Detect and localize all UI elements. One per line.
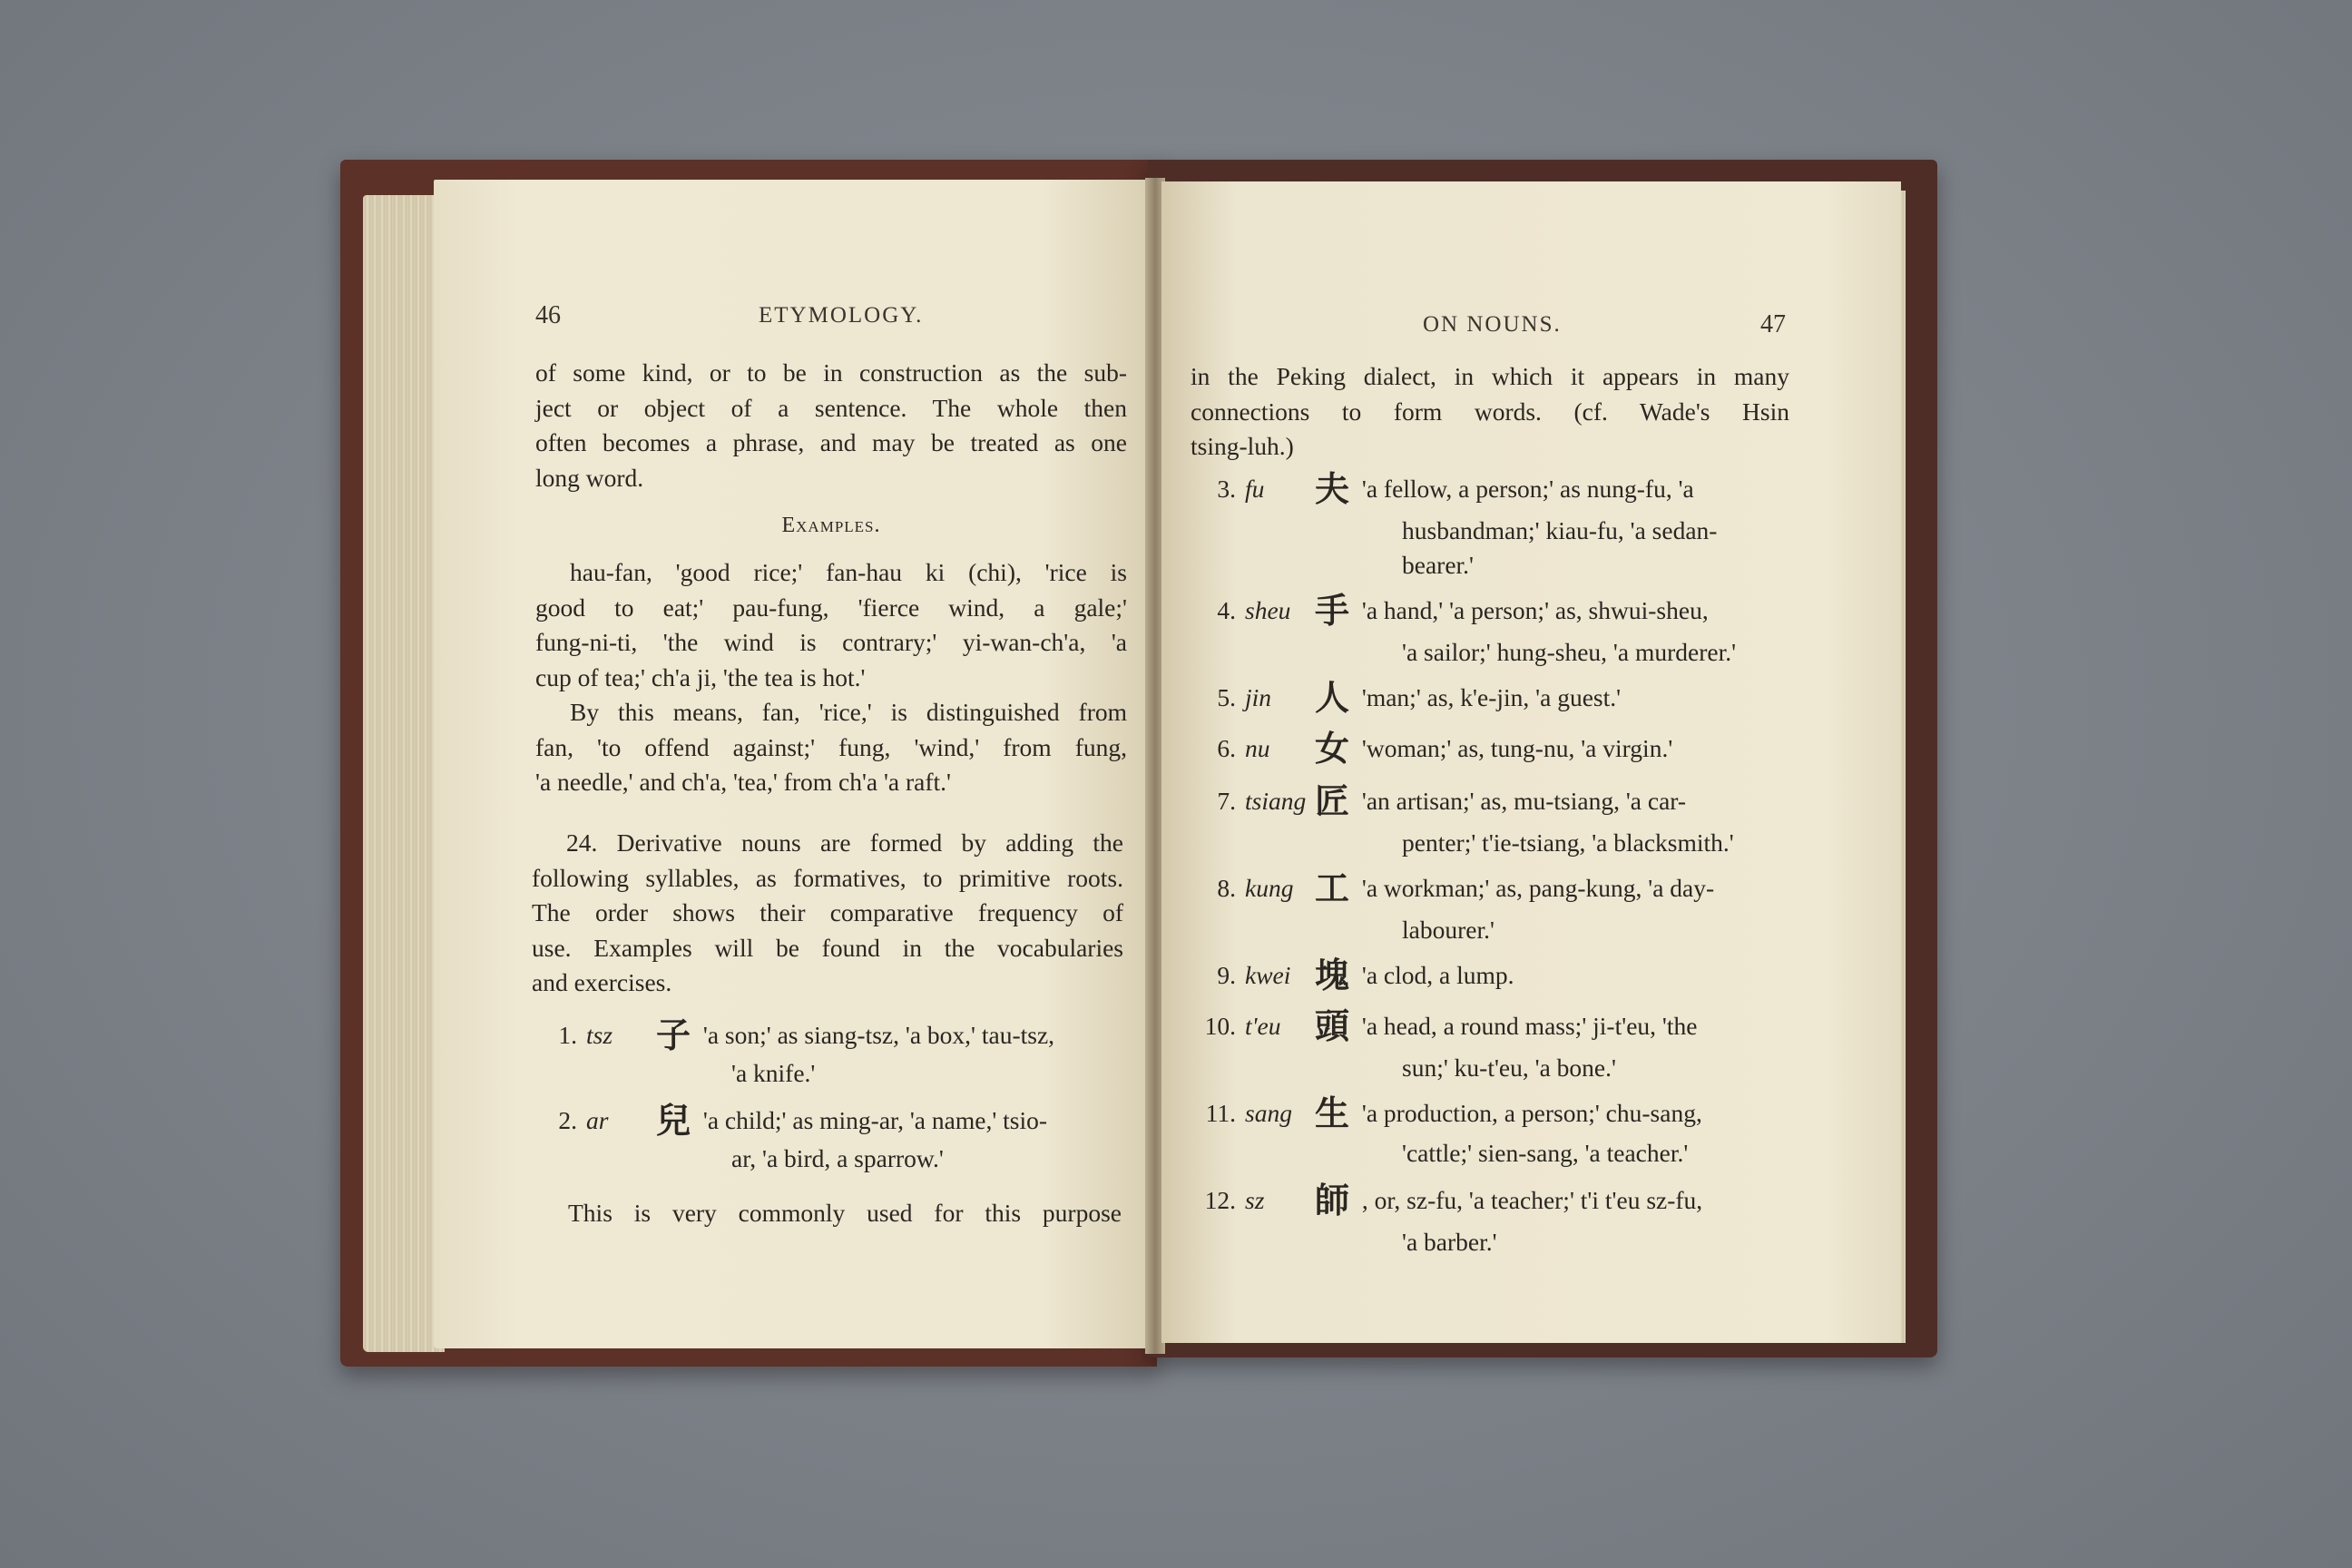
entry-3-continuation: bearer.' bbox=[1402, 551, 1474, 579]
text-line: By this means, fan, 'rice,' is distinguished from bbox=[570, 698, 1127, 726]
entry-definition: 'man;' as, k'e-jin, 'a guest.' bbox=[1361, 683, 1622, 711]
entry-12 bbox=[1194, 1183, 1702, 1218]
text-line: tsing-luh.) bbox=[1191, 432, 1294, 460]
entry-definition: 'a production, a person;' chu-sang, bbox=[1361, 1099, 1702, 1127]
entry-number: 1. bbox=[558, 1021, 577, 1049]
entry-character: 人 bbox=[1314, 678, 1349, 718]
entry-character: 頭 bbox=[1314, 1006, 1349, 1046]
entry-number: 10. bbox=[1204, 1012, 1236, 1040]
entry-romanization: fu bbox=[1245, 475, 1265, 503]
entry-number: 7. bbox=[1217, 787, 1236, 815]
entry-12-continuation: 'a barber.' bbox=[1402, 1228, 1497, 1256]
text-line: This is very commonly used for this purpose bbox=[568, 1199, 1122, 1227]
entry-romanization: kwei bbox=[1245, 961, 1291, 989]
entry-10 bbox=[1194, 1006, 1698, 1046]
text-line: ject or object of a sentence. The whole then bbox=[535, 393, 1127, 422]
entry-definition: 'an artisan;' as, mu-tsiang, 'a car- bbox=[1361, 787, 1687, 815]
right-intro-paragraph bbox=[1191, 359, 1789, 465]
text-line: in the Peking dialect, in which it appears in many bbox=[1191, 362, 1789, 390]
entry-7-continuation: penter;' t'ie-tsiang, 'a blacksmith.' bbox=[1402, 828, 1734, 857]
entry-number: 2. bbox=[558, 1106, 577, 1134]
entry-3-continuation: husbandman;' kiau-fu, 'a sedan- bbox=[1402, 516, 1718, 544]
entry-character: 匠 bbox=[1314, 781, 1349, 821]
right-running-head: ON NOUNS. bbox=[1423, 312, 1562, 337]
text-line: following syllables, as formatives, to primitive roots. bbox=[532, 863, 1123, 892]
entry-5 bbox=[1194, 678, 1622, 718]
entry-romanization: sz bbox=[1245, 1186, 1265, 1214]
entry-definition: , or, sz-fu, 'a teacher;' t'i t'eu sz-fu, bbox=[1361, 1186, 1703, 1214]
entry-romanization: tsz bbox=[586, 1021, 613, 1049]
entry-romanization: nu bbox=[1245, 734, 1270, 762]
entry-definition: 'a clod, a lump. bbox=[1361, 961, 1514, 989]
entry-romanization: sang bbox=[1245, 1099, 1292, 1127]
entry-character: 塊 bbox=[1314, 956, 1349, 995]
text-line: use. Examples will be found in the vocabularies bbox=[532, 933, 1123, 962]
entry-character: 女 bbox=[1314, 729, 1349, 769]
text-line: hau-fan, 'good rice;' fan-hau ki (chi), 'rice is bbox=[570, 558, 1127, 586]
entry-11-continuation: 'cattle;' sien-sang, 'a teacher.' bbox=[1402, 1139, 1689, 1167]
entry-2 bbox=[535, 1101, 1048, 1141]
left-intro-paragraph bbox=[535, 356, 1127, 495]
left-running-head: ETYMOLOGY. bbox=[759, 303, 924, 328]
entry-romanization: sheu bbox=[1245, 596, 1291, 624]
entry-3 bbox=[1194, 469, 1694, 509]
entry-number: 4. bbox=[1217, 596, 1236, 624]
entry-number: 3. bbox=[1217, 475, 1236, 503]
entry-character: 兒 bbox=[655, 1101, 691, 1141]
text-line: long word. bbox=[535, 463, 644, 492]
text-line: fan, 'to offend against;' fung, 'wind,' from fung, bbox=[535, 732, 1127, 761]
entry-definition: 'a head, a round mass;' ji-t'eu, 'the bbox=[1361, 1012, 1698, 1040]
entry-character: 師 bbox=[1314, 1181, 1349, 1220]
entry-romanization: t'eu bbox=[1245, 1012, 1281, 1040]
closing-line bbox=[568, 1196, 1122, 1231]
entry-definition: 'a son;' as siang-tsz, 'a box,' tau-tsz, bbox=[702, 1021, 1055, 1049]
text-line: 24. Derivative nouns are formed by adding the bbox=[566, 828, 1123, 857]
entry-4-continuation: 'a sailor;' hung-sheu, 'a murderer.' bbox=[1402, 638, 1737, 666]
section-24-paragraph bbox=[532, 826, 1123, 1001]
entry-romanization: tsiang bbox=[1245, 787, 1307, 815]
left-page bbox=[434, 180, 1151, 1348]
entry-character: 生 bbox=[1314, 1093, 1349, 1133]
entry-6 bbox=[1194, 729, 1673, 769]
entry-character: 工 bbox=[1314, 868, 1349, 908]
entry-definition: 'a fellow, a person;' as nung-fu, 'a bbox=[1361, 475, 1694, 503]
page-edges-left bbox=[363, 195, 445, 1352]
examples-paragraph bbox=[535, 555, 1127, 800]
text-line: good to eat;' pau-fung, 'fierce wind, a gale;' bbox=[535, 593, 1127, 622]
entry-definition: 'a hand,' 'a person;' as, shwui-sheu, bbox=[1361, 596, 1709, 624]
entry-number: 6. bbox=[1217, 734, 1236, 762]
entry-definition: 'a workman;' as, pang-kung, 'a day- bbox=[1361, 874, 1715, 902]
entry-number: 12. bbox=[1204, 1186, 1236, 1214]
examples-heading: Examples. bbox=[781, 514, 881, 537]
right-page bbox=[1161, 181, 1901, 1343]
entry-number: 5. bbox=[1217, 683, 1236, 711]
entry-8 bbox=[1194, 868, 1715, 908]
entry-character: 夫 bbox=[1314, 469, 1349, 509]
text-line: and exercises. bbox=[532, 968, 672, 996]
entry-number: 8. bbox=[1217, 874, 1236, 902]
entry-character: 子 bbox=[655, 1015, 691, 1055]
entry-9 bbox=[1194, 958, 1514, 993]
entry-number: 9. bbox=[1217, 961, 1236, 989]
entry-1 bbox=[535, 1015, 1055, 1055]
entry-romanization: kung bbox=[1245, 874, 1294, 902]
entry-7 bbox=[1194, 781, 1687, 821]
text-line: fung-ni-ti, 'the wind is contrary;' yi-wan-ch'a, 'a bbox=[535, 628, 1127, 656]
entry-4 bbox=[1194, 591, 1709, 631]
text-line: often becomes a phrase, and may be treated as one bbox=[535, 428, 1127, 456]
text-line: 'a needle,' and ch'a, 'tea,' from ch'a 'a raft.' bbox=[535, 768, 952, 796]
text-line: of some kind, or to be in construction as the sub- bbox=[535, 358, 1127, 387]
entry-11 bbox=[1194, 1093, 1702, 1133]
entry-number: 11. bbox=[1205, 1099, 1236, 1127]
left-page-number: 46 bbox=[535, 301, 561, 329]
entry-definition: 'woman;' as, tung-nu, 'a virgin.' bbox=[1361, 734, 1673, 762]
entry-romanization: ar bbox=[586, 1106, 609, 1134]
text-line: cup of tea;' ch'a ji, 'the tea is hot.' bbox=[535, 662, 866, 691]
text-line: connections to form words. (cf. Wade's Hsin bbox=[1191, 397, 1789, 426]
entry-1-continuation: 'a knife.' bbox=[731, 1059, 816, 1087]
entry-10-continuation: sun;' ku-t'eu, 'a bone.' bbox=[1402, 1054, 1616, 1082]
entry-2-continuation: ar, 'a bird, a sparrow.' bbox=[731, 1144, 944, 1172]
entry-character: 手 bbox=[1314, 591, 1349, 631]
entry-definition: 'a child;' as ming-ar, 'a name,' tsio- bbox=[702, 1106, 1048, 1134]
text-line: The order shows their comparative frequency of bbox=[532, 898, 1123, 926]
entry-romanization: jin bbox=[1245, 683, 1272, 711]
right-page-number: 47 bbox=[1760, 310, 1786, 338]
entry-8-continuation: labourer.' bbox=[1402, 916, 1494, 944]
